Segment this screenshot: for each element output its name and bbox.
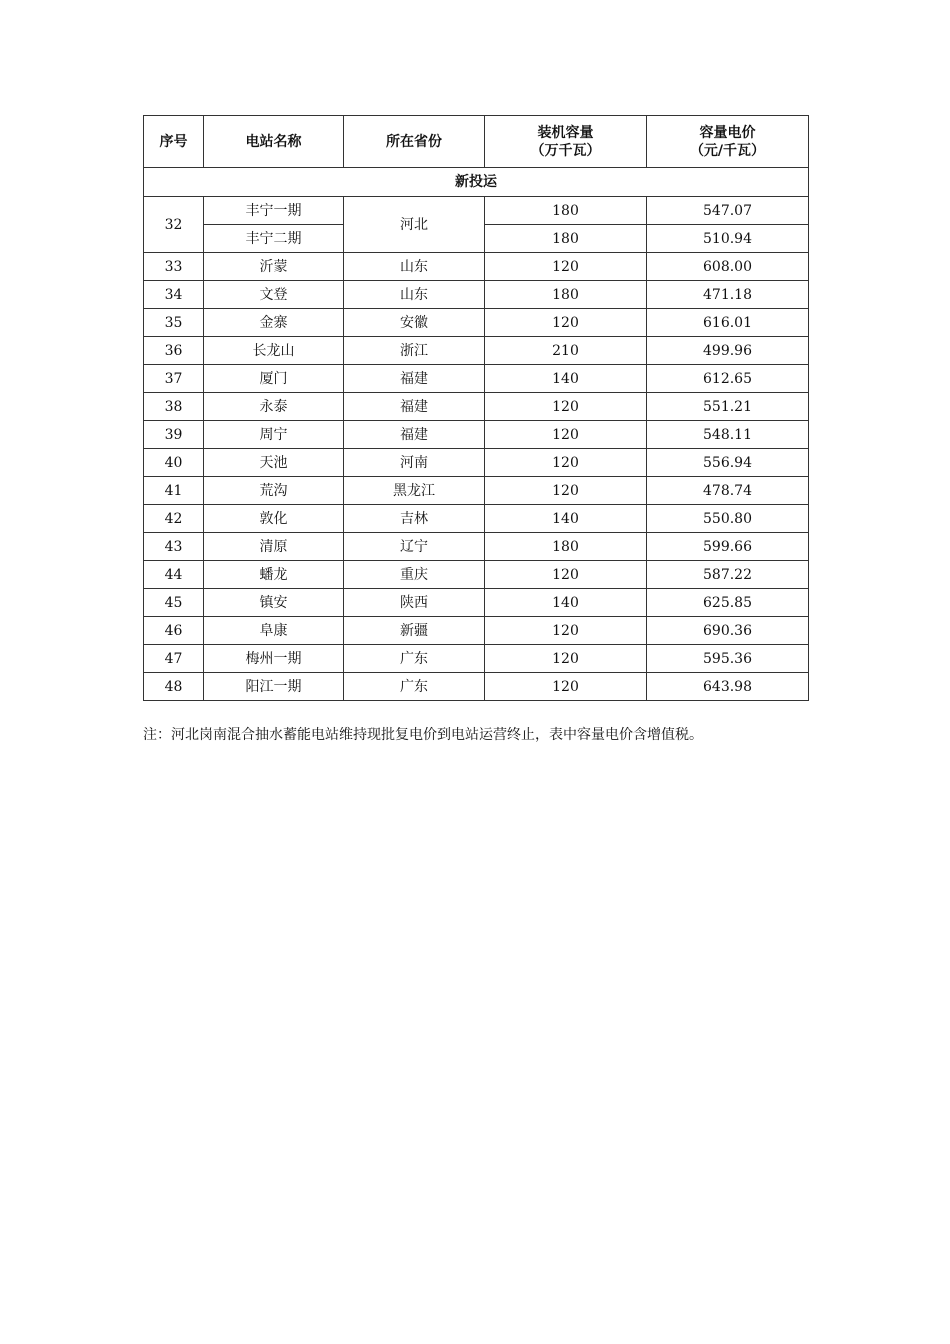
cell-seq: 46 [144,617,204,645]
cell-capacity: 140 [485,505,647,533]
cell-province: 河南 [344,449,485,477]
cell-price: 556.94 [647,449,809,477]
cell-price: 625.85 [647,589,809,617]
cell-capacity: 140 [485,589,647,617]
cell-province: 黑龙江 [344,477,485,505]
cell-capacity: 120 [485,673,647,701]
header-price-label: 容量电价 [699,124,756,141]
table-row [144,533,809,561]
cell-name: 荒沟 [204,477,344,505]
cell-capacity: 120 [485,393,647,421]
cell-price: 595.36 [647,645,809,673]
cell-capacity: 120 [485,421,647,449]
cell-seq: 47 [144,645,204,673]
table-row [144,393,809,421]
table-row [144,561,809,589]
cell-seq: 34 [144,281,204,309]
cell-name: 敦化 [204,505,344,533]
cell-seq: 43 [144,533,204,561]
header-capacity-label: 装机容量 [537,124,594,141]
table-row [144,673,809,701]
cell-province: 广东 [344,673,485,701]
cell-name: 长龙山 [204,337,344,365]
table-header-row [144,116,809,168]
cell-capacity: 120 [485,561,647,589]
cell-name: 周宁 [204,421,344,449]
cell-price: 612.65 [647,365,809,393]
cell-price: 471.18 [647,281,809,309]
cell-name: 永泰 [204,393,344,421]
cell-price: 599.66 [647,533,809,561]
cell-name: 厦门 [204,365,344,393]
cell-capacity: 120 [485,253,647,281]
cell-seq: 35 [144,309,204,337]
header-seq: 序号 [144,116,204,168]
table-row [144,645,809,673]
cell-price: 510.94 [647,225,809,253]
cell-name: 金寨 [204,309,344,337]
header-capacity [485,116,647,168]
table-row [144,309,809,337]
capacity-price-table [143,115,809,701]
header-price [647,116,809,168]
cell-price: 616.01 [647,309,809,337]
table-row [144,505,809,533]
header-station-name: 电站名称 [204,116,344,168]
cell-seq: 38 [144,393,204,421]
cell-province: 新疆 [344,617,485,645]
cell-capacity: 210 [485,337,647,365]
cell-province: 安徽 [344,309,485,337]
cell-price: 643.98 [647,673,809,701]
cell-seq: 41 [144,477,204,505]
cell-province: 广东 [344,645,485,673]
table-row [144,337,809,365]
cell-seq: 32 [144,197,204,253]
table-row [144,253,809,281]
cell-province: 重庆 [344,561,485,589]
header-price-unit: （元/千瓦） [689,142,766,159]
cell-name: 蟠龙 [204,561,344,589]
cell-capacity: 120 [485,449,647,477]
cell-price: 550.80 [647,505,809,533]
cell-name: 丰宁一期 [204,197,344,225]
cell-seq: 39 [144,421,204,449]
cell-province: 山东 [344,281,485,309]
cell-capacity: 180 [485,197,647,225]
cell-seq: 37 [144,365,204,393]
cell-province: 福建 [344,393,485,421]
cell-name: 梅州一期 [204,645,344,673]
cell-name: 清原 [204,533,344,561]
cell-name: 沂蒙 [204,253,344,281]
table-row [144,197,809,225]
table-row [144,281,809,309]
cell-province: 浙江 [344,337,485,365]
cell-seq: 33 [144,253,204,281]
cell-price: 499.96 [647,337,809,365]
cell-capacity: 120 [485,617,647,645]
cell-name: 文登 [204,281,344,309]
cell-price: 587.22 [647,561,809,589]
cell-price: 608.00 [647,253,809,281]
cell-seq: 44 [144,561,204,589]
cell-capacity: 180 [485,281,647,309]
table-row [144,589,809,617]
cell-price: 478.74 [647,477,809,505]
cell-name: 天池 [204,449,344,477]
cell-capacity: 120 [485,645,647,673]
cell-capacity: 180 [485,533,647,561]
table-footnote: 注：河北岗南混合抽水蓄能电站维持现批复电价到电站运营终止，表中容量电价含增值税。 [143,727,703,743]
cell-seq: 42 [144,505,204,533]
cell-province: 福建 [344,421,485,449]
header-province: 所在省份 [344,116,485,168]
cell-capacity: 180 [485,225,647,253]
table-row [144,617,809,645]
cell-name: 镇安 [204,589,344,617]
cell-seq: 40 [144,449,204,477]
cell-name: 阜康 [204,617,344,645]
table-row [144,421,809,449]
cell-province: 陕西 [344,589,485,617]
cell-name: 丰宁二期 [204,225,344,253]
cell-seq: 48 [144,673,204,701]
cell-capacity: 120 [485,309,647,337]
cell-price: 551.21 [647,393,809,421]
cell-name: 阳江一期 [204,673,344,701]
cell-province: 山东 [344,253,485,281]
cell-capacity: 140 [485,365,647,393]
cell-province: 福建 [344,365,485,393]
table-row [144,365,809,393]
cell-price: 548.11 [647,421,809,449]
cell-province: 辽宁 [344,533,485,561]
table-row [144,477,809,505]
section-row [144,168,809,197]
cell-price: 690.36 [647,617,809,645]
section-title: 新投运 [144,168,809,197]
cell-province: 河北 [344,197,485,253]
cell-seq: 36 [144,337,204,365]
cell-province: 吉林 [344,505,485,533]
cell-capacity: 120 [485,477,647,505]
header-capacity-unit: （万千瓦） [530,142,601,159]
table-row [144,449,809,477]
cell-seq: 45 [144,589,204,617]
cell-price: 547.07 [647,197,809,225]
